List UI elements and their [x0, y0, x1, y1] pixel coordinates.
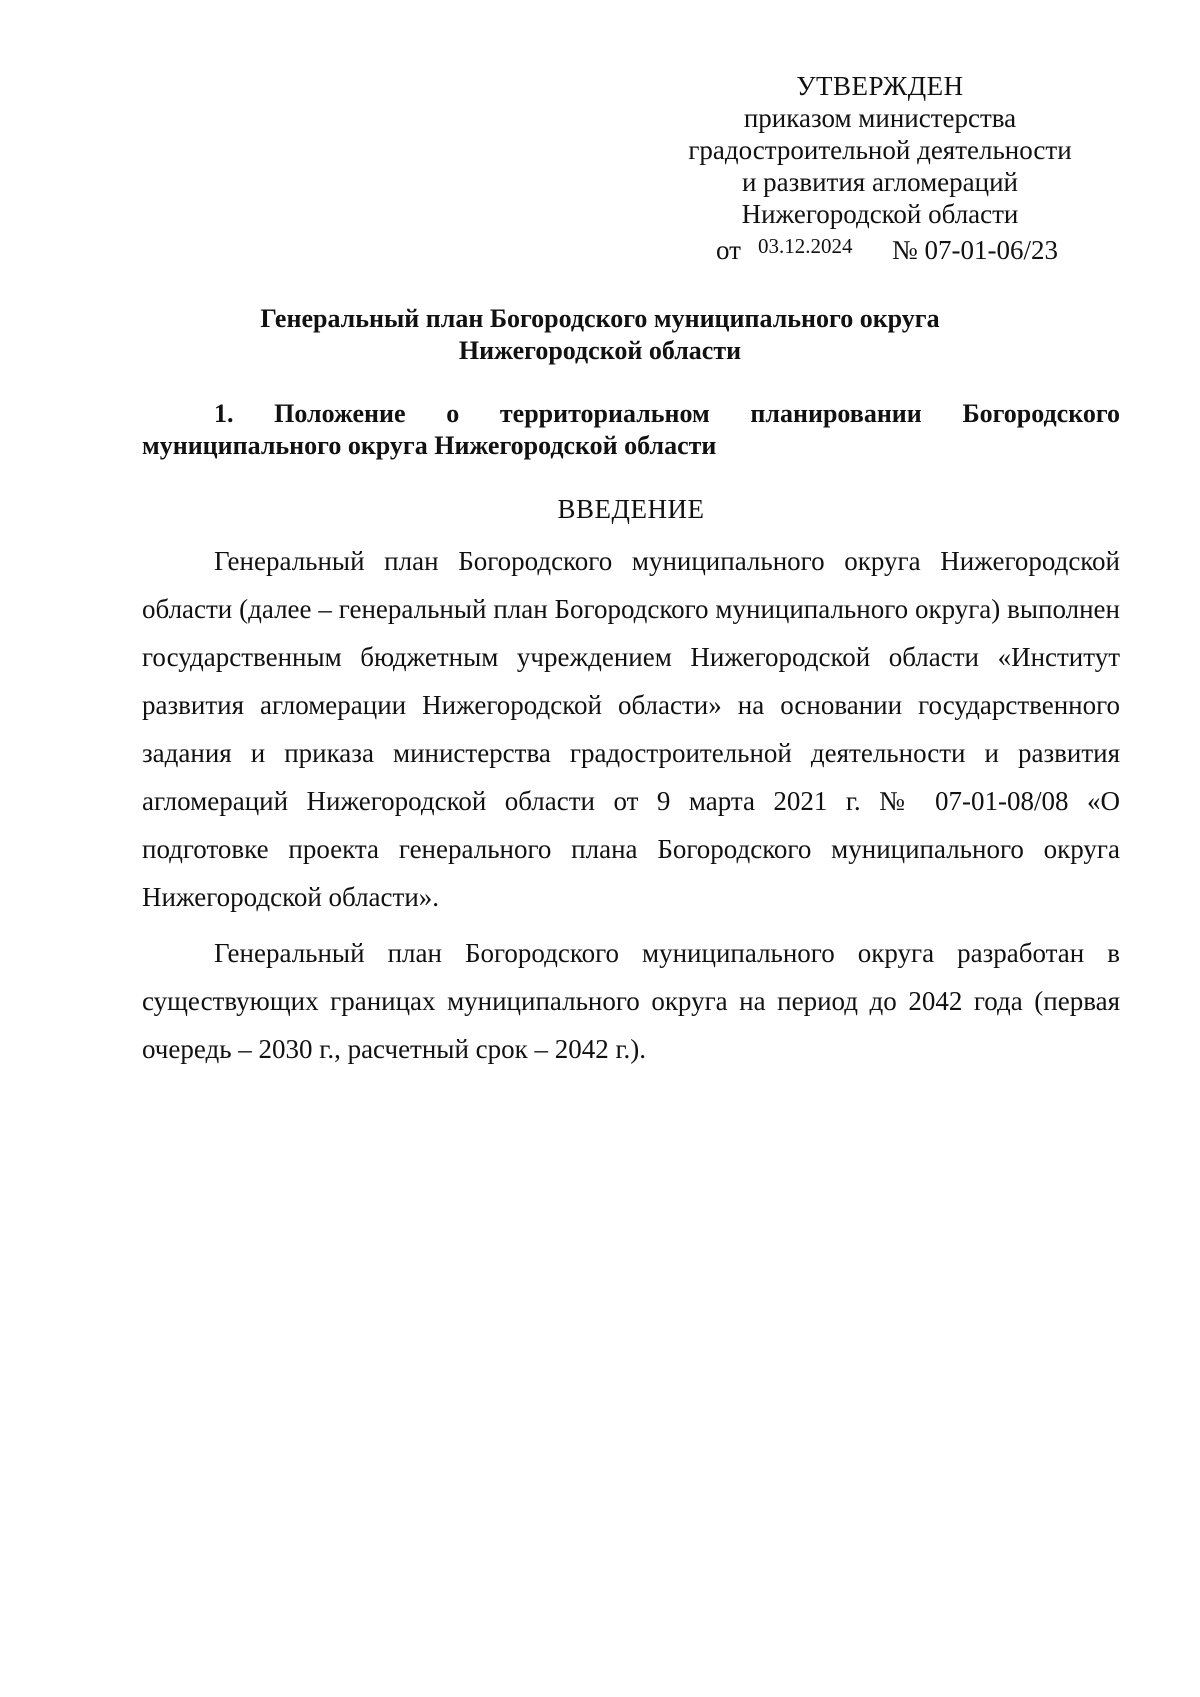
order-prefix: от	[716, 235, 741, 265]
section-heading	[142, 398, 1120, 462]
document-title	[130, 303, 1070, 367]
section-heading-text: 1. Положение о территориальном планировании Богородского муниципального округа Нижегородской области	[142, 399, 1120, 460]
approval-line-1: приказом министерства	[743, 103, 1017, 133]
order-number: № 07-01-06/23	[892, 235, 1058, 265]
paragraph-2: Генеральный план Богородского муниципального округа разработан в существующих границах муниципального округа на период до 2042 года (первая очередь – 2030 г., расчетный срок – 2042 г.).	[142, 938, 1120, 1064]
document-body	[142, 537, 1120, 1073]
approval-line-3: и развития агломераций	[741, 167, 1018, 197]
approval-line-2: градостроительной деятельности	[688, 135, 1072, 165]
intro-heading: ВВЕДЕНИЕ	[557, 494, 705, 524]
document-title-line-1: Генеральный план Богородского муниципального округа	[260, 304, 940, 333]
order-date: 03.12.2024	[758, 234, 853, 258]
approval-title: УТВЕРЖДЕН	[796, 71, 964, 101]
approval-order-line	[660, 230, 1100, 264]
approval-line-4: Нижегородской области	[741, 199, 1019, 229]
approval-block	[660, 70, 1100, 264]
document-title-line-2: Нижегородской области	[458, 336, 742, 365]
paragraph-1: Генеральный план Богородского муниципального округа Нижегородской области (далее – генеральный план Богородского муниципального округа) выполнен государственным бюджетным учреждением Нижегородской области «Институт развития агломерации Нижегородской области» на основании государственного задания и приказа министерства градостроительной деятельности и развития агломераций Нижегородской области от 9 марта 2021 г. № 07-01-08/08 «О подготовке проекта генерального плана Богородского муниципального округа Нижегородской области».	[142, 546, 1120, 912]
